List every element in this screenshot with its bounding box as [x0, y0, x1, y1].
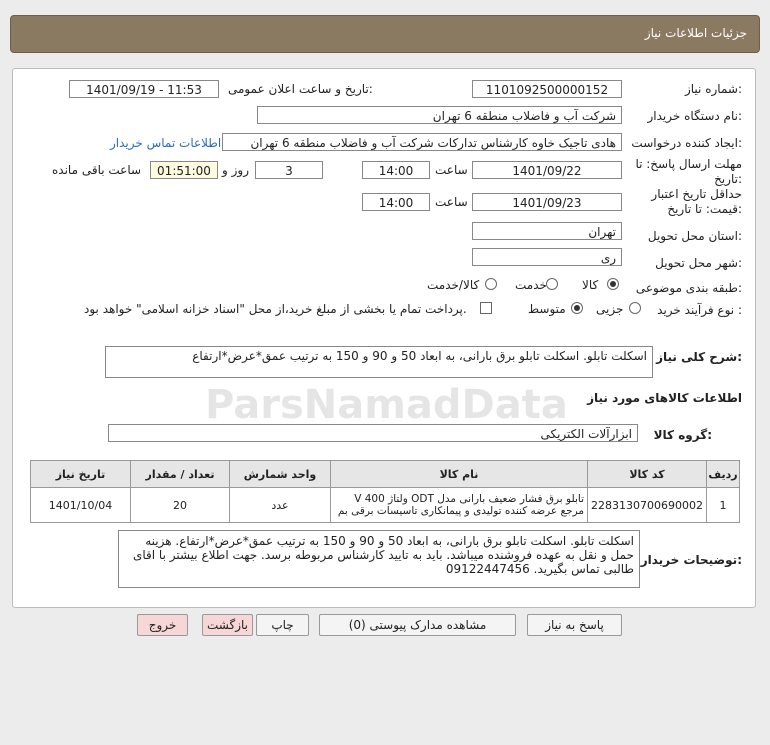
- cell-name: تابلو برق فشار ضعیف بارانی مدل ODT ولتاژ V 400 مرجع عرضه کننده تولیدی و پیمانکاری تاسیسات برقی بم: [331, 488, 588, 523]
- cell-code: 2283130700690002: [588, 488, 707, 523]
- page-title: جزئیات اطلاعات نیاز: [644, 26, 747, 40]
- city-field: ری: [472, 248, 622, 266]
- category-goods-service-label: کالا/خدمت: [427, 278, 480, 292]
- category-label: طبقه بندی موضوعی:: [635, 281, 742, 295]
- summary-label: شرح کلی نیاز:: [656, 350, 742, 364]
- header-name: نام کالا: [331, 461, 588, 488]
- header-unit: واحد شمارش: [230, 461, 331, 488]
- table-row: [31, 488, 740, 523]
- deadline-label-date: تاریخ:: [714, 172, 742, 186]
- goods-group-field: ابزارآلات الکتریکی: [108, 424, 638, 442]
- buyer-org-label: نام دستگاه خریدار:: [647, 109, 742, 123]
- exit-button[interactable]: خروج: [137, 614, 188, 636]
- validity-time-label: ساعت: [435, 195, 468, 209]
- deadline-label: مهلت ارسال پاسخ: تا: [635, 157, 742, 171]
- need-number-field: 1101092500000152: [472, 80, 622, 98]
- buyer-notes-field: اسکلت تابلو. اسکلت تابلو برق بارانی، به ابعاد 50 و 90 و 150 به ترتیب عمق*عرض*ارتفاع. هزینه حمل و نقل به عهده فروشنده میباشد. باید به تایید کارشناس مربوطه برسد. جهت اطلاع بیشتر با اقای طالبی تماس بگیرید. 09122447456: [118, 530, 640, 588]
- announce-field: 1401/09/19 - 11:53: [69, 80, 219, 98]
- purchase-medium-radio[interactable]: [571, 302, 583, 314]
- buyer-org-field: شرکت آب و فاضلاب منطقه 6 تهران: [257, 106, 622, 124]
- remaining-label: ساعت باقی مانده: [52, 163, 142, 177]
- reply-button[interactable]: پاسخ به نیاز: [527, 614, 622, 636]
- announce-label: تاریخ و ساعت اعلان عمومی:: [228, 82, 373, 96]
- print-button[interactable]: چاپ: [256, 614, 309, 636]
- purchase-minor-radio[interactable]: [629, 302, 641, 314]
- province-field: تهران: [472, 222, 622, 240]
- header-date: تاریخ نیاز: [31, 461, 131, 488]
- attachments-button[interactable]: مشاهده مدارک پیوستی (0): [319, 614, 516, 636]
- purchase-medium-label: متوسط: [528, 302, 566, 316]
- summary-field: اسکلت تابلو. اسکلت تابلو برق بارانی، به ابعاد 50 و 90 و 150 به ترتیب عمق*عرض*ارتفاع: [105, 346, 653, 378]
- contact-info-link[interactable]: اطلاعات تماس خریدار: [110, 136, 222, 150]
- cell-unit: عدد: [230, 488, 331, 523]
- treasury-note: پرداخت تمام یا بخشی از مبلغ خرید،از محل "اسناد خزانه اسلامی" خواهد بود.: [84, 302, 467, 316]
- category-service-label: خدمت: [515, 278, 547, 292]
- deadline-time-field: 14:00: [362, 161, 430, 179]
- treasury-checkbox[interactable]: [480, 302, 492, 314]
- cell-qty: 20: [131, 488, 230, 523]
- deadline-time-label: ساعت: [435, 163, 468, 177]
- days-field: 3: [255, 161, 323, 179]
- header-code: کد کالا: [588, 461, 707, 488]
- purchase-minor-label: جزیی: [596, 302, 624, 316]
- purchase-type-label: نوع فرآیند خرید :: [657, 303, 742, 317]
- goods-group-label: گروه کالا:: [653, 428, 712, 442]
- cell-date: 1401/10/04: [31, 488, 131, 523]
- requester-field: هادی تاجیک خاوه کارشناس تدارکات شرکت آب و فاضلاب منطقه 6 تهران: [222, 133, 622, 151]
- requester-label: ایجاد کننده درخواست:: [631, 136, 742, 150]
- back-button[interactable]: بازگشت: [202, 614, 253, 636]
- goods-section-title: اطلاعات کالاهای مورد نیاز: [587, 391, 742, 405]
- header-row: ردیف: [706, 461, 739, 488]
- category-goods-service-radio[interactable]: [485, 278, 497, 290]
- city-label: شهر محل تحویل:: [655, 256, 742, 270]
- validity-date-field: 1401/09/23: [472, 193, 622, 211]
- page-header: [10, 15, 760, 53]
- category-goods-label: کالا: [582, 278, 599, 292]
- days-label: روز و: [222, 163, 249, 177]
- cell-row: 1: [706, 488, 739, 523]
- validity-label-date: قیمت: تا تاریخ:: [667, 202, 742, 216]
- validity-time-field: 14:00: [362, 193, 430, 211]
- category-goods-radio[interactable]: [607, 278, 619, 290]
- goods-table: [30, 460, 740, 523]
- header-qty: تعداد / مقدار: [131, 461, 230, 488]
- buyer-notes-label: توضیحات خریدار:: [640, 553, 742, 567]
- category-service-radio[interactable]: [546, 278, 558, 290]
- need-number-label: شماره نیاز:: [684, 82, 742, 96]
- province-label: استان محل تحویل:: [647, 229, 742, 243]
- remaining-time-field: 01:51:00: [150, 161, 218, 179]
- validity-label: حداقل تاریخ اعتبار: [651, 187, 742, 201]
- deadline-date-field: 1401/09/22: [472, 161, 622, 179]
